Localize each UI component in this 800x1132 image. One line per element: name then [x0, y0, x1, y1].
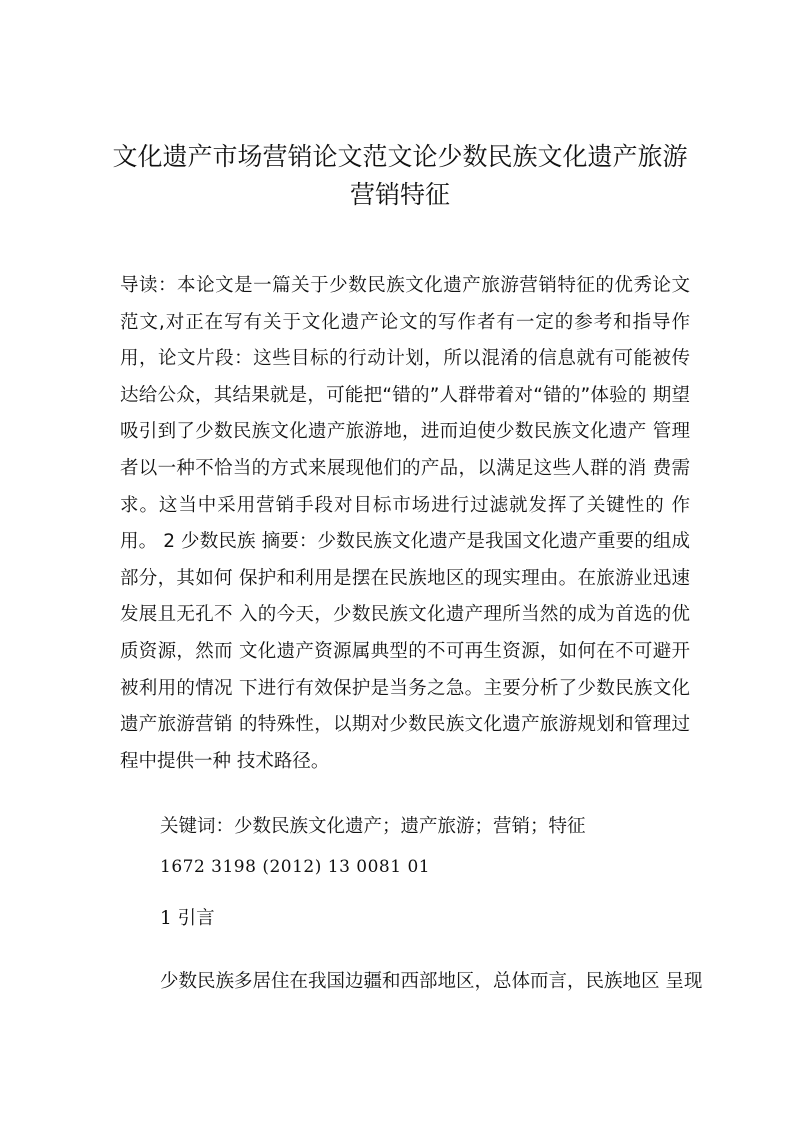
keywords-line: 关键词：少数民族文化遗产；遗产旅游；营销；特征	[160, 816, 586, 837]
document-title: 文化遗产市场营销论文范文论少数民族文化遗产旅游营销特征	[112, 142, 688, 209]
section-number: 1	[160, 908, 172, 929]
classification-code: 1672 3198 (2012) 13 0081 01	[160, 857, 431, 877]
paragraph-start: 少数民族多居住在我国边疆和西部地区，总体而言，民族地区 呈现	[160, 971, 703, 992]
section-title: 引言	[177, 908, 215, 929]
section-heading	[160, 904, 215, 930]
intro-abstract-text: 导读：本论文是一篇关于少数民族文化遗产旅游营销特征的优秀论文 范文,对正在写有关于文化遗产论文的写作者有一定的参考和指导作 用，论文片段：这些目标的行动计划，所以混淆的信息就有可能被传 达给公众，其结果就是，可能把“错的”人群带着对“错的”体验的 期望吸引到了少数民族文化遗产旅游地，进而迫使少数民族文化遗产 管理者以一种不恰当的方式来展现他们的产品，以满足这些人群的消 费需求。这当中采用营销手段对目标市场进行过滤就发挥了关键性的 作用。 2 少数民族 摘要：少数民族文化遗产是我国文化遗产重要的组成部分，其如何 保护和利用是摆在民族地区的现实理由。在旅游业迅速发展且无孔不 入的今天，少数民族文化遗产理所当然的成为首选的优质资源，然而 文化遗产资源属典型的不可再生资源，如何在不可避开被利用的情况 下进行有效保护是当务之急。主要分析了少数民族文化遗产旅游营销 的特殊性，以期对少数民族文化遗产旅游规划和管理过程中提供一种 技术路径。	[120, 275, 690, 772]
